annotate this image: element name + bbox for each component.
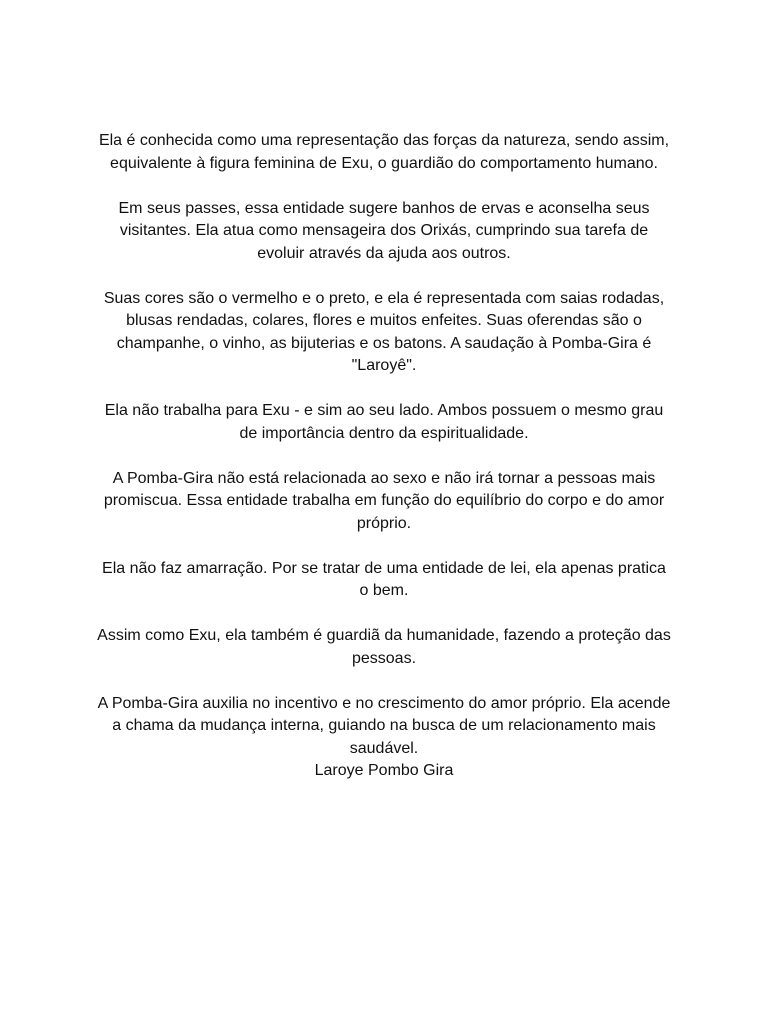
paragraph-equilibrio: A Pomba-Gira não está relacionada ao sexo e não irá tornar a pessoas mais promiscua. Essa entidade trabalha em função do equilíbrio do corpo e do amor próprio. <box>103 469 665 532</box>
paragraph-exu-lado: Ela não trabalha para Exu - e sim ao seu lado. Ambos possuem o mesmo grau de importância dentro da espiritualidade. <box>104 402 664 442</box>
paragraph-guardia: Assim como Exu, ela também é guardiã da humanidade, fazendo a proteção das pessoas. <box>97 627 671 667</box>
paragraph-passes: Em seus passes, essa entidade sugere banhos de ervas e aconselha seus visitantes. Ela atua como mensageira dos Orixás, cumprindo sua tarefa de evoluir através da ajuda aos outros. <box>118 199 650 262</box>
document-body <box>96 130 672 783</box>
paragraph-amarracao: Ela não faz amarração. Por se tratar de uma entidade de lei, ela apenas pratica o bem. <box>102 559 666 599</box>
signature-line: Laroye Pombo Gira <box>314 762 454 779</box>
paragraph-forcas-natureza: Ela é conhecida como uma representação das forças da natureza, sendo assim, equivalente à figura feminina de Exu, o guardião do comportamento humano. <box>98 132 670 172</box>
paragraph-amor-proprio: A Pomba-Gira auxilia no incentivo e no crescimento do amor próprio. Ela acende a chama da mudança interna, guiando na busca de um relacionamento mais saudável. <box>97 694 671 757</box>
paragraph-cores-oferendas: Suas cores são o vermelho e o preto, e ela é representada com saias rodadas, blusas rendadas, colares, flores e muitos enfeites. Suas oferendas são o champanhe, o vinho, as bijuterias e os batons. A saudação à Pomba-Gira é "Laroyê". <box>103 289 665 374</box>
